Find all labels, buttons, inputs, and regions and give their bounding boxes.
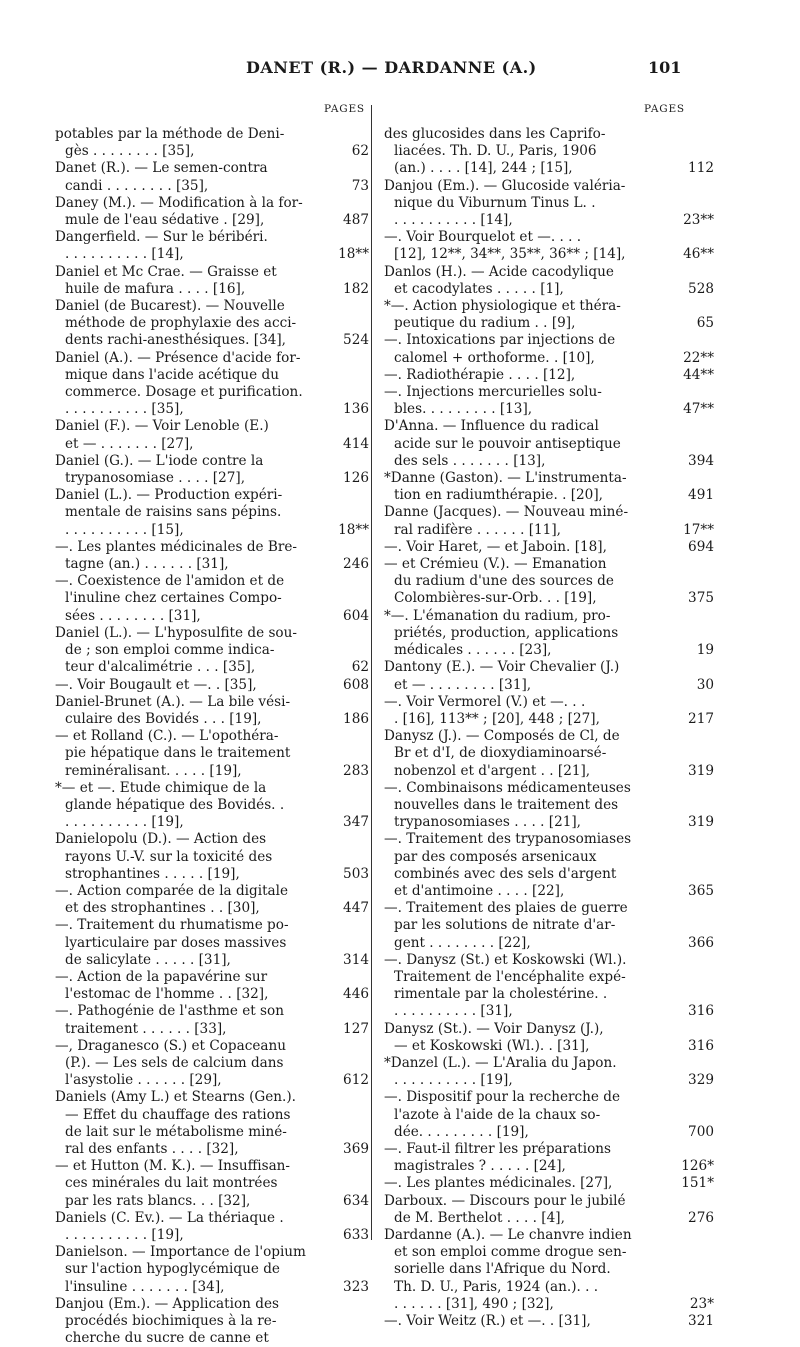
- index-entry: [384, 1313, 714, 1330]
- entry-line: liacées. Th. D. U., Paris, 1906: [394, 143, 597, 160]
- entry-line: —. Voir Bourquelot et —. . . .: [384, 229, 582, 246]
- entry-line: —. Voir Haret, — et Jaboin. [18],: [384, 538, 607, 555]
- entry-page-number: 23**: [683, 212, 714, 229]
- entry-line: du radium d'une des sources de: [394, 573, 614, 590]
- entry-line: Daney (M.). — Modification à la for-: [55, 194, 303, 211]
- entry-line: combinés avec des sels d'argent: [394, 865, 617, 882]
- entry-page-number: 700: [688, 1123, 714, 1140]
- entry-line: de ; son emploi comme indica-: [65, 642, 275, 659]
- index-entry: [55, 917, 367, 969]
- entry-line: —. Dispositif pour la recherche de: [384, 1089, 620, 1106]
- entry-page-number: 18**: [338, 246, 369, 263]
- entry-page-number: 347: [343, 814, 369, 831]
- index-entry: [384, 1227, 714, 1313]
- index-entry: [55, 1089, 367, 1158]
- entry-line: méthode de prophylaxie des acci-: [65, 315, 297, 332]
- entry-page-number: 22**: [683, 349, 714, 366]
- entry-line: sorielle dans l'Afrique du Nord.: [394, 1261, 611, 1278]
- entry-line: . . . . . . . . . . [19],: [65, 1227, 184, 1243]
- entry-line: Danielopolu (D.). — Action des: [55, 831, 267, 848]
- column-divider: [371, 105, 372, 1240]
- entry-page-number: 323: [343, 1278, 369, 1295]
- entry-line: —. Les plantes médicinales de Bre-: [55, 538, 298, 555]
- entry-line: teur d'alcalimétrie . . . [35],: [65, 659, 256, 676]
- entry-page-number: 44**: [683, 366, 714, 383]
- entry-line: *—. L'émanation du radium, pro-: [384, 607, 611, 624]
- entry-line: *Danne (Gaston). — L'instrumenta-: [384, 470, 627, 487]
- entry-line: par les rats blancs. . . [32],: [65, 1192, 251, 1209]
- entry-page-number: 447: [343, 900, 369, 917]
- index-entry: [55, 453, 367, 487]
- index-entry: [55, 539, 367, 573]
- entry-line: —. Injections mercurielles solu-: [384, 384, 602, 401]
- entry-page-number: 62: [351, 143, 369, 160]
- index-entry: [55, 1038, 367, 1090]
- entry-line: par des composés arsenicaux: [394, 848, 597, 865]
- entry-page-number: 217: [688, 710, 714, 727]
- entry-line: *—. Action physiologique et théra-: [384, 298, 621, 315]
- entry-page-number: 446: [343, 986, 369, 1003]
- entry-line: . . . . . . . . . . [31],: [394, 1003, 513, 1020]
- entry-line: Danne (Jacques). — Nouveau miné-: [384, 504, 629, 521]
- entry-line: et — . . . . . . . . [31],: [394, 676, 532, 693]
- entry-line: tion en radiumthérapie. . [20],: [394, 487, 603, 504]
- entry-page-number: 319: [688, 762, 714, 779]
- index-entry: [55, 160, 367, 194]
- entry-page-number: 182: [343, 280, 369, 297]
- entry-line: —. Traitement des plaies de guerre: [384, 900, 628, 917]
- index-entry: [384, 384, 714, 418]
- entry-line: *— et —. Etude chimique de la: [55, 779, 267, 796]
- entry-line: Dangerfield. — Sur le béribéri.: [55, 229, 268, 246]
- entry-page-number: 319: [688, 814, 714, 831]
- entry-line: dée. . . . . . . . . [19],: [394, 1123, 529, 1140]
- pages-column-label: PAGES: [324, 103, 365, 115]
- entry-line: D'Anna. — Influence du radical: [384, 418, 599, 435]
- index-entry: [55, 487, 367, 539]
- entry-line: — et Hutton (M. K.). — Insuffisan-: [55, 1158, 291, 1175]
- page-header: [0, 58, 800, 82]
- entry-page-number: 283: [343, 762, 369, 779]
- entry-line: et d'antimoine . . . . [22],: [394, 882, 565, 899]
- entry-page-number: 528: [688, 280, 714, 297]
- entry-page-number: 126*: [681, 1158, 714, 1175]
- index-entry: [55, 264, 367, 298]
- entry-line: . . . . . . . . . . [14],: [65, 246, 184, 263]
- index-entry: [55, 625, 367, 677]
- index-entry: [55, 418, 367, 452]
- entry-line: Danielson. — Importance de l'opium: [55, 1244, 306, 1261]
- index-entry: [384, 418, 714, 470]
- entry-line: Daniel (L.). — Production expéri-: [55, 487, 283, 504]
- entry-line: nouvelles dans le traitement des: [394, 796, 619, 813]
- running-title: DANET (R.) — DARDANNE (A.): [246, 58, 537, 77]
- entry-line: Th. D. U., Paris, 1924 (an.). . .: [394, 1278, 599, 1295]
- entry-page-number: 612: [343, 1072, 369, 1089]
- entry-line: tagne (an.) . . . . . . [31],: [65, 556, 229, 573]
- page-number: 101: [648, 58, 682, 77]
- entry-line: et — . . . . . . . [27],: [65, 435, 194, 452]
- entry-line: — et Rolland (C.). — L'opothéra-: [55, 728, 279, 745]
- entry-line: —. Traitement des trypanosomiases: [384, 831, 632, 848]
- entry-line: mique dans l'acide acétique du: [65, 366, 279, 383]
- entry-line: Danlos (H.). — Acide cacodylique: [384, 263, 614, 280]
- entry-page-number: 394: [688, 452, 714, 469]
- entry-line: huile de mafura . . . . [16],: [65, 280, 246, 297]
- index-entry: [384, 264, 714, 298]
- entry-page-number: 136: [343, 401, 369, 418]
- index-entry: [384, 659, 714, 693]
- entry-line: —. Pathogénie de l'asthme et son: [55, 1003, 284, 1020]
- entry-page-number: 608: [343, 676, 369, 693]
- index-entry: [55, 126, 367, 160]
- entry-line: nobenzol et d'argent . . [21],: [394, 762, 591, 779]
- index-entry: [384, 126, 714, 178]
- entry-line: —. Action de la papavérine sur: [55, 968, 268, 985]
- index-column-left: [55, 126, 367, 1347]
- entry-line: . . . . . . . . . . [15],: [65, 521, 184, 538]
- entry-line: —. Intoxications par injections de: [384, 332, 616, 349]
- entry-page-number: 127: [343, 1020, 369, 1037]
- entry-page-number: 604: [343, 607, 369, 624]
- entry-page-number: 366: [688, 934, 714, 951]
- entry-line: *Danzel (L.). — L'Aralia du Japon.: [384, 1054, 617, 1071]
- entry-line: Danysz (St.). — Voir Danysz (J.),: [384, 1020, 604, 1037]
- entry-line: . . . . . . . . . . [14],: [394, 212, 513, 229]
- entry-line: Colombières-sur-Orb. . . [19],: [394, 590, 597, 607]
- entry-line: et cacodylates . . . . . [1],: [394, 280, 564, 297]
- entry-line: pie hépatique dans le traitement: [65, 745, 291, 762]
- entry-line: bles. . . . . . . . . [13],: [394, 401, 533, 418]
- entry-page-number: 65: [696, 315, 714, 332]
- entry-line: rayons U.-V. sur la toxicité des: [65, 848, 273, 865]
- entry-line: l'azote à l'aide de la chaux so-: [394, 1106, 601, 1123]
- entry-page-number: 18**: [338, 521, 369, 538]
- entry-line: . . . . . . . . . . [35],: [65, 401, 184, 418]
- entry-page-number: 19: [696, 642, 714, 659]
- index-entry: [55, 1210, 367, 1244]
- index-entry: [384, 229, 714, 263]
- index-entry: [55, 350, 367, 419]
- entry-page-number: 17**: [683, 521, 714, 538]
- entry-line: l'estomac de l'homme . . [32],: [65, 986, 269, 1003]
- entry-page-number: 634: [343, 1192, 369, 1209]
- entry-line: acide sur le pouvoir antiseptique: [394, 435, 621, 452]
- index-entry: [384, 608, 714, 660]
- entry-line: des sels . . . . . . . [13],: [394, 452, 546, 469]
- entry-line: —. Les plantes médicinales. [27],: [384, 1175, 613, 1192]
- entry-line: [12], 12**, 34**, 35**, 36** ; [14],: [394, 246, 626, 263]
- entry-line: — et Crémieu (V.). — Emanation: [384, 556, 607, 573]
- entry-line: de M. Berthelot . . . . [4],: [394, 1209, 565, 1226]
- entry-line: . . . . . . . . . . [19],: [65, 814, 184, 831]
- entry-line: . [16], 113** ; [20], 448 ; [27],: [394, 710, 600, 727]
- entry-line: —. Coexistence de l'amidon et de: [55, 573, 285, 590]
- entry-line: mule de l'eau sédative . [29],: [65, 212, 265, 229]
- index-entry: [384, 556, 714, 608]
- entry-line: candi . . . . . . . . [35],: [65, 177, 209, 194]
- entry-line: magistrales ? . . . . . [24],: [394, 1158, 566, 1175]
- entry-line: et des strophantines . . [30],: [65, 900, 260, 917]
- entry-line: peutique du radium . . [9],: [394, 315, 576, 332]
- index-entry: [384, 1055, 714, 1089]
- entry-page-number: 112: [688, 160, 714, 177]
- entry-page-number: 23*: [689, 1295, 714, 1312]
- index-entry: [55, 1296, 367, 1347]
- entry-line: Dardanne (A.). — Le chanvre indien: [384, 1227, 632, 1243]
- entry-line: commerce. Dosage et purification.: [65, 384, 303, 401]
- entry-page-number: 321: [688, 1313, 714, 1330]
- entry-line: des glucosides dans les Caprifo-: [384, 126, 606, 142]
- index-entry: [55, 1158, 367, 1210]
- entry-page-number: 503: [343, 865, 369, 882]
- index-entry: [55, 969, 367, 1003]
- entry-page-number: 524: [343, 332, 369, 349]
- entry-line: —. Voir Weitz (R.) et —. . [31],: [384, 1313, 591, 1330]
- index-entry: [384, 1021, 714, 1055]
- entry-line: de salicylate . . . . . [31],: [65, 951, 231, 968]
- index-entry: [384, 470, 714, 504]
- index-entry: [384, 831, 714, 900]
- entry-line: —. Faut-il filtrer les préparations: [384, 1140, 611, 1157]
- index-entry: [384, 900, 714, 952]
- entry-page-number: 151*: [681, 1175, 714, 1192]
- entry-line: —. Combinaisons médicamenteuses: [384, 779, 631, 796]
- entry-line: Daniels (C. Ev.). — La thériaque .: [55, 1209, 284, 1226]
- entry-line: glande hépatique des Bovidés. .: [65, 796, 285, 813]
- entry-page-number: 62: [351, 659, 369, 676]
- entry-line: ral radifère . . . . . . [11],: [394, 521, 561, 538]
- index-entry: [55, 195, 367, 229]
- entry-line: Br et d'I, de dioxydiaminoarsé-: [394, 745, 607, 762]
- pages-column-label: PAGES: [644, 103, 685, 115]
- entry-line: trypanosomiases . . . . [21],: [394, 814, 582, 831]
- index-entry: [384, 298, 714, 332]
- entry-line: de lait sur le métabolisme miné-: [65, 1123, 287, 1140]
- entry-line: — Effet du chauffage des rations: [65, 1106, 291, 1123]
- entry-line: culaire des Bovidés . . . [19],: [65, 710, 262, 727]
- entry-line: potables par la méthode de Deni-: [55, 126, 285, 142]
- entry-line: nique du Viburnum Tinus L. .: [394, 194, 596, 211]
- index-entry: [55, 883, 367, 917]
- index-entry: [384, 1141, 714, 1175]
- entry-line: médicales . . . . . . [23],: [394, 642, 552, 659]
- entry-line: reminéralisant. . . . . [19],: [65, 762, 242, 779]
- entry-line: — et Koskowski (Wl.). . [31],: [394, 1037, 590, 1054]
- entry-line: Daniel-Brunet (A.). — La bile vési-: [55, 693, 291, 710]
- index-entry: [55, 1003, 367, 1037]
- entry-line: —. Action comparée de la digitale: [55, 882, 289, 899]
- entry-line: rimentale par la cholestérine. .: [394, 986, 608, 1003]
- entry-line: Danysz (J.). — Composés de Cl, de: [384, 728, 620, 745]
- entry-line: dents rachi-anesthésiques. [34],: [65, 332, 286, 349]
- index-entry: [384, 1193, 714, 1227]
- entry-line: par les solutions de nitrate d'ar-: [394, 917, 616, 934]
- entry-line: lyarticulaire par doses massives: [65, 934, 287, 951]
- entry-page-number: 316: [688, 1003, 714, 1020]
- entry-line: (an.) . . . . [14], 244 ; [15],: [394, 160, 573, 177]
- entry-line: trypanosomiase . . . . [27],: [65, 470, 246, 487]
- entry-line: l'insuline . . . . . . . [34],: [65, 1278, 225, 1295]
- entry-line: Traitement de l'encéphalite expé-: [394, 968, 626, 985]
- entry-line: Danjou (Em.). — Glucoside valéria-: [384, 177, 626, 194]
- entry-line: —. Danysz (St.) et Koskowski (Wl.).: [384, 951, 627, 968]
- entry-line: Daniels (Amy L.) et Stearns (Gen.).: [55, 1089, 296, 1106]
- entry-page-number: 316: [688, 1037, 714, 1054]
- index-entry: [384, 504, 714, 538]
- entry-line: gès . . . . . . . . [35],: [65, 143, 195, 160]
- index-entry: [55, 728, 367, 780]
- entry-line: Daniel et Mc Crae. — Graisse et: [55, 263, 277, 280]
- entry-line: mentale de raisins sans pépins.: [65, 504, 282, 521]
- entry-line: —. Traitement du rhumatisme po-: [55, 917, 289, 934]
- entry-page-number: 186: [343, 710, 369, 727]
- entry-line: strophantines . . . . . [19],: [65, 865, 240, 882]
- entry-line: Daniel (A.). — Présence d'acide for-: [55, 349, 301, 366]
- entry-line: Daniel (F.). — Voir Lenoble (E.): [55, 418, 269, 435]
- index-entry: [384, 1175, 714, 1192]
- index-entry: [384, 952, 714, 1021]
- entry-line: ral des enfants . . . . [32],: [65, 1140, 239, 1157]
- entry-page-number: 491: [688, 487, 714, 504]
- index-entry: [384, 332, 714, 366]
- index-entry: [55, 1244, 367, 1296]
- index-entry: [55, 677, 367, 694]
- index-entry: [384, 178, 714, 230]
- entry-page-number: 414: [343, 435, 369, 452]
- entry-line: et son emploi comme drogue sen-: [394, 1244, 627, 1261]
- index-entry: [55, 694, 367, 728]
- entry-line: Dantony (E.). — Voir Chevalier (J.): [384, 659, 620, 676]
- entry-page-number: 369: [343, 1140, 369, 1157]
- entry-line: —. Voir Bougault et —. . [35],: [55, 676, 257, 693]
- entry-line: cherche du sucre de canne et: [65, 1330, 269, 1347]
- entry-line: Darboux. — Discours pour le jubilé: [384, 1192, 626, 1209]
- entry-line: procédés biochimiques à la re-: [65, 1313, 277, 1330]
- entry-page-number: 30: [696, 676, 714, 693]
- entry-page-number: 126: [343, 470, 369, 487]
- entry-page-number: 276: [688, 1209, 714, 1226]
- entry-line: Daniel (G.). — L'iode contre la: [55, 452, 264, 469]
- entry-line: Daniel (L.). — L'hyposulfite de sou-: [55, 624, 297, 641]
- entry-line: Daniel (de Bucarest). — Nouvelle: [55, 298, 285, 315]
- entry-line: Danjou (Em.). — Application des: [55, 1295, 279, 1312]
- entry-line: gent . . . . . . . . [22],: [394, 934, 531, 951]
- entry-page-number: 73: [351, 177, 369, 194]
- entry-page-number: 246: [343, 556, 369, 573]
- entry-line: l'inuline chez certaines Compo-: [65, 590, 282, 607]
- entry-page-number: 47**: [683, 401, 714, 418]
- entry-line: . . . . . . [31], 490 ; [32],: [394, 1295, 554, 1312]
- entry-line: calomel + orthoforme. . [10],: [394, 349, 595, 366]
- entry-page-number: 46**: [683, 246, 714, 263]
- entry-line: —. Radiothérapie . . . . [12],: [384, 366, 576, 383]
- index-entry: [55, 573, 367, 625]
- index-entry: [384, 694, 714, 728]
- entry-line: sur l'action hypoglycémique de: [65, 1261, 280, 1278]
- entry-line: traitement . . . . . . [33],: [65, 1020, 227, 1037]
- entry-line: (P.). — Les sels de calcium dans: [65, 1054, 284, 1071]
- index-entry: [55, 831, 367, 883]
- entry-page-number: 329: [688, 1072, 714, 1089]
- index-entry: [384, 780, 714, 832]
- index-column-right: [384, 126, 714, 1330]
- entry-line: priétés, production, applications: [394, 624, 619, 641]
- index-entry: [55, 298, 367, 350]
- index-entry: [55, 229, 367, 263]
- entry-page-number: 365: [688, 882, 714, 899]
- index-entry: [55, 780, 367, 832]
- entry-line: l'asystolie . . . . . . [29],: [65, 1072, 222, 1089]
- index-entry: [384, 367, 714, 384]
- index-entry: [384, 1089, 714, 1141]
- entry-page-number: 633: [343, 1227, 369, 1243]
- index-entry: [384, 728, 714, 780]
- entry-line: . . . . . . . . . . [19],: [394, 1072, 513, 1089]
- entry-page-number: 375: [688, 590, 714, 607]
- entry-line: —, Draganesco (S.) et Copaceanu: [55, 1037, 287, 1054]
- entry-page-number: 487: [343, 212, 369, 229]
- index-entry: [384, 539, 714, 556]
- entry-line: sées . . . . . . . . [31],: [65, 607, 201, 624]
- entry-page-number: 314: [343, 951, 369, 968]
- entry-line: ces minérales du lait montrées: [65, 1175, 278, 1192]
- entry-page-number: 694: [688, 538, 714, 555]
- entry-line: —. Voir Vermorel (V.) et —. . .: [384, 693, 586, 710]
- entry-line: Danet (R.). — Le semen-contra: [55, 160, 268, 177]
